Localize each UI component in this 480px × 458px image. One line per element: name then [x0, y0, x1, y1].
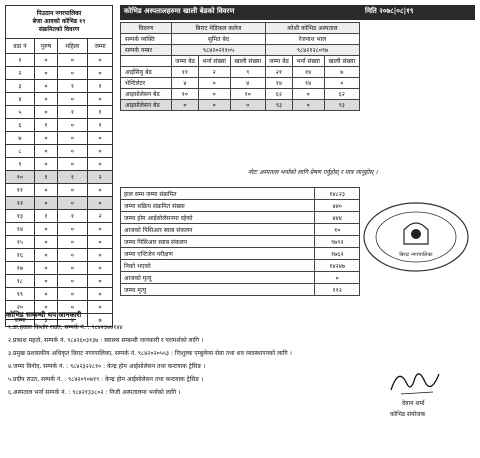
sub-header: जम्मा बेड [171, 56, 198, 67]
contacts-title: कोभिड सम्बन्धी थप जानकारी [6, 311, 82, 319]
bed-count: ६२ [265, 89, 292, 100]
ward-cell: ० [34, 67, 57, 80]
summary-value: ४४० [315, 200, 360, 212]
bed-type-label: भेन्टिलेटर [121, 78, 172, 89]
sub-header: खाली संख्या [324, 56, 360, 67]
col-ward: वडा नं [6, 39, 35, 54]
ward-cell: १ [57, 210, 87, 223]
bed-count: ० [292, 100, 324, 111]
ward-cell: २ [6, 67, 35, 80]
ward-cell: ० [57, 301, 87, 314]
ward-cell: ० [34, 301, 57, 314]
ward-cell: १ [34, 119, 57, 132]
ward-cell: ० [34, 197, 57, 210]
ward-cell: ० [34, 145, 57, 158]
summary-value: ९७९२ [315, 236, 360, 248]
hospital-note: नोटः अस्पताल भर्नाको लागि प्रेषण गर्नुहोस् र मात्र जानुहोस् । [248, 169, 378, 176]
bed-count: ९३ [265, 100, 292, 111]
bed-count: १० [171, 89, 198, 100]
summary-value: ४४४ [315, 212, 360, 224]
ward-row [6, 171, 113, 184]
ward-cell: ० [34, 184, 57, 197]
summary-value: १४८२३ [315, 188, 360, 200]
ward-cell: १५ [6, 236, 35, 249]
sub-header: जम्मा बेड [265, 56, 292, 67]
ward-cell: ० [88, 184, 113, 197]
ward-row [6, 93, 113, 106]
ward-row [6, 262, 113, 275]
bed-count: ० [198, 78, 230, 89]
sub-header: भर्ना संख्या [292, 56, 324, 67]
bed-count: २१ [265, 67, 292, 78]
office-seal-icon [360, 200, 472, 275]
ward-row [6, 54, 113, 67]
ward-cell: ० [88, 197, 113, 210]
ward-cell: ० [88, 249, 113, 262]
ward-row [6, 80, 113, 93]
ward-cell: ० [88, 301, 113, 314]
ward-cell: ० [88, 275, 113, 288]
summary-row [121, 248, 360, 260]
ward-cell: ८ [6, 145, 35, 158]
ward-cell: १ [34, 171, 57, 184]
ward-cell: ० [88, 158, 113, 171]
sub-header: भर्ना संख्या [198, 56, 230, 67]
ward-cell: १ [57, 80, 87, 93]
ward-cell: २० [6, 301, 35, 314]
summary-value: १७६२ [315, 248, 360, 260]
bed-count: ० [171, 100, 198, 111]
contact-person-label: सम्पर्क व्यक्ति [121, 34, 172, 45]
summary-label: आजको मृत्यु [121, 272, 315, 284]
ward-cell: १ [6, 54, 35, 67]
summary-label: हाल सम्म जम्मा संक्रमित [121, 188, 315, 200]
ward-cell: २ [88, 171, 113, 184]
signer-name: देवान शर्मा [402, 400, 425, 407]
ward-row [6, 158, 113, 171]
ward-cell: ४ [6, 93, 35, 106]
bed-count: १४ [292, 78, 324, 89]
seal-text: बिराट नगरपालिका [399, 252, 433, 258]
ward-cell: ० [57, 93, 87, 106]
ward-cell: ० [88, 145, 113, 158]
summary-value: ० [315, 272, 360, 284]
ward-cell: ० [34, 80, 57, 93]
bed-count: ९ [230, 67, 265, 78]
bed-count: २ [198, 67, 230, 78]
ward-cell: १३ [6, 210, 35, 223]
ward-cell: १६ [6, 249, 35, 262]
bed-count: ४ [230, 78, 265, 89]
bed-count: ११ [171, 67, 198, 78]
contact-line: ३.प्रमुख प्रशासकीय अधिकृत विराट नगरपालिका, सम्पर्क नं. ९८४२०२०५५३ : निःशुल्क एम्बुलेन्स सेवा तथा शव व्यवस्थापनको लागि । [8, 350, 292, 357]
ward-cell: १४ [6, 223, 35, 236]
ward-cell: ० [34, 158, 57, 171]
ward-cell: ० [34, 275, 57, 288]
summary-row [121, 212, 360, 224]
hospital-title: कोभिड अस्पतालहरुमा खाली बेडको विवरण [124, 7, 235, 15]
ward-row [6, 67, 113, 80]
ward-cell: ११ [6, 184, 35, 197]
ward-row [6, 132, 113, 145]
col-birat-medical: बिराट मेडिकल कलेज [171, 23, 265, 34]
summary-row [121, 284, 360, 296]
ward-cell: १७ [6, 262, 35, 275]
col-male: पुरुष [34, 39, 57, 54]
bed-count: ० [198, 100, 230, 111]
ward-cell: १ [57, 171, 87, 184]
summary-label: जम्मा पिसिआर स्वाब संकलन [121, 236, 315, 248]
ward-cell: ७ [6, 132, 35, 145]
ward-cell: ० [88, 132, 113, 145]
summary-label: जम्मा एन्टिजेन परीक्षण [121, 248, 315, 260]
signature-icon [385, 360, 445, 400]
ward-row [6, 106, 113, 119]
ward-cell: ० [57, 197, 87, 210]
ward-row [6, 145, 113, 158]
ward-cell: ० [34, 249, 57, 262]
bed-count: ४ [171, 78, 198, 89]
ward-cell: ० [57, 275, 87, 288]
ward-cell: ० [57, 184, 87, 197]
ward-cell: ० [34, 132, 57, 145]
contact-line: २.प्रकाश महतो, सम्पर्क नं. ९८४२६०३१३७ : स्वास्थ्य सम्बन्धी जानकारी र परामर्शको लागि । [8, 337, 204, 344]
summary-value: १४२४७ [315, 260, 360, 272]
hospital-bed-table [120, 22, 360, 111]
contact-line: ४.जम्मा विनोद, सम्पर्क नं. : ९८४२३२२८१० : केन्द्र होम आईसोलेसन तथा कन्टयाक ट्रेसिङ । [8, 363, 206, 370]
ward-table-title: पिउठान नगरपालिका बेजा आवको कोभिड १९ संक्रमितको विवरण [6, 6, 113, 39]
ward-row [6, 288, 113, 301]
contact-phone-2: ९८४२१२८०९७ [265, 45, 359, 56]
ward-cell: ० [34, 288, 57, 301]
ward-row [6, 210, 113, 223]
ward-row [6, 197, 113, 210]
col-koshi-hospital: कोशी कोभिड अस्पताल [265, 23, 359, 34]
summary-row [121, 260, 360, 272]
bed-count: १० [230, 89, 265, 100]
bed-count: ० [324, 78, 360, 89]
summary-row [121, 224, 360, 236]
ward-cell: ० [88, 54, 113, 67]
bed-type-label: आइसोलेसन बेड [121, 100, 172, 111]
ward-cell: १८ [6, 275, 35, 288]
ward-row [6, 184, 113, 197]
contact-line: १.डा.हवाल किशोर राउत, सम्पर्क नं. : ९८४२३७७१४४ [8, 324, 123, 331]
summary-value: ११२ [315, 284, 360, 296]
summary-row [121, 200, 360, 212]
ward-total-cell: ३ [34, 314, 57, 327]
ward-total-cell: ७ [88, 314, 113, 327]
summary-label: आजको पिसिआर स्वाब संकलन [121, 224, 315, 236]
hospital-row [121, 100, 360, 111]
ward-cell: ० [57, 145, 87, 158]
col-detail: विवरण [121, 23, 172, 34]
ward-cell: ६ [6, 119, 35, 132]
bed-count: ० [198, 89, 230, 100]
col-female: महिला [57, 39, 87, 54]
sub-header: खाली संख्या [230, 56, 265, 67]
ward-cell: ० [57, 158, 87, 171]
ward-cell: ० [88, 288, 113, 301]
ward-cell: ० [57, 249, 87, 262]
hospital-row [121, 78, 360, 89]
contact-phone-1: ९८४२०२११०५ [171, 45, 265, 56]
ward-row [6, 119, 113, 132]
ward-cell: ९ [6, 158, 35, 171]
hospital-row [121, 89, 360, 100]
summary-label: जम्मा सक्रिय संक्रमित संख्या [121, 200, 315, 212]
summary-label: निको भएको [121, 260, 315, 272]
ward-cell: ० [57, 119, 87, 132]
ward-cell: ० [57, 262, 87, 275]
ward-cell: ० [34, 93, 57, 106]
ward-cell: ० [88, 223, 113, 236]
report-date: मिति २०७८|०८|१९ [365, 7, 414, 15]
bed-count: ० [230, 100, 265, 111]
ward-cell: ० [88, 262, 113, 275]
col-total: जम्मा [88, 39, 113, 54]
ward-cell: ० [34, 262, 57, 275]
ward-row [6, 249, 113, 262]
contact-person-2: रेजनाथ भाल [265, 34, 359, 45]
ward-cell: १९ [6, 288, 35, 301]
ward-cell: २ [88, 210, 113, 223]
summary-row [121, 236, 360, 248]
ward-cell: ५ [6, 106, 35, 119]
ward-cell: ० [57, 54, 87, 67]
ward-case-table [5, 5, 113, 327]
ward-cell: ३ [6, 80, 35, 93]
bed-count: ७ [324, 67, 360, 78]
ward-total-cell: जम्मा [6, 314, 35, 327]
summary-row [121, 272, 360, 284]
ward-cell: १ [88, 106, 113, 119]
ward-cell: ० [57, 67, 87, 80]
contact-person-1: सुमित बेद [171, 34, 265, 45]
case-summary-table [120, 187, 360, 296]
ward-cell: १ [34, 210, 57, 223]
contact-line: ६.अस्पताल भर्ना सम्पर्क नं. : ९८४२१३३८०२ : निजी अस्पतालमा भर्नाको लागि । [8, 389, 181, 396]
ward-cell: १ [88, 80, 113, 93]
ward-cell: ० [88, 236, 113, 249]
hospital-row [121, 67, 360, 78]
signer-role: कोभिड संयोजक [390, 411, 426, 418]
bed-type-label: आइसोलेसन बेड [121, 89, 172, 100]
ward-cell: ० [57, 288, 87, 301]
contacts-underline [6, 319, 76, 320]
ward-cell: १ [88, 119, 113, 132]
ward-cell: ० [88, 93, 113, 106]
bed-count: ० [292, 89, 324, 100]
ward-cell: ० [34, 236, 57, 249]
ward-row [6, 275, 113, 288]
ward-cell: ० [57, 223, 87, 236]
ward-cell: ० [88, 67, 113, 80]
ward-total-cell: ४ [57, 314, 87, 327]
contact-line: ५.प्रदीप राउत, सम्पर्क नं. : ९८४२०९०७१९ : केन्द्र होम आईसोलेसन तथा कन्टयाक ट्रेसिङ । [8, 376, 204, 383]
contact-phone-label: सम्पर्क नम्बर [121, 45, 172, 56]
bed-count: १४ [292, 67, 324, 78]
ward-cell: ० [34, 54, 57, 67]
summary-value: १० [315, 224, 360, 236]
bed-count: ६२ [324, 89, 360, 100]
bed-count: १४ [265, 78, 292, 89]
ward-cell: १० [6, 171, 35, 184]
ward-cell: ० [34, 223, 57, 236]
ward-cell: ० [57, 132, 87, 145]
bed-count: ९३ [324, 100, 360, 111]
bed-type-label: आईसियु बेड [121, 67, 172, 78]
summary-label: जम्मा होम आईसोलेसनमा रहेको [121, 212, 315, 224]
ward-cell: १२ [6, 197, 35, 210]
ward-row [6, 223, 113, 236]
summary-row [121, 188, 360, 200]
ward-cell: ० [57, 236, 87, 249]
summary-label: जम्मा मृत्यु [121, 284, 315, 296]
ward-row [6, 236, 113, 249]
ward-cell: ० [34, 106, 57, 119]
ward-cell: १ [57, 106, 87, 119]
